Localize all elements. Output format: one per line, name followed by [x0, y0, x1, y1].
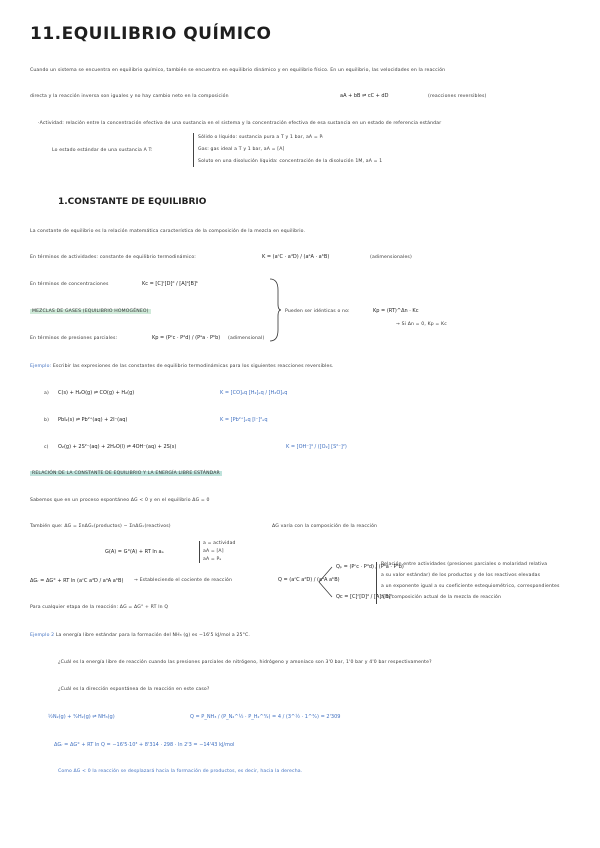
quotient-note-4: a la composición actual de la mezcla de reacción: [381, 595, 502, 600]
quotient-split-arrows: [318, 562, 334, 602]
example-a-reaction: C(s) + H₂O(g) ⇌ CO(g) + H₂(g): [58, 390, 135, 396]
gibbs-activity-formula: G(A) = G°(A) + RT ln aₐ: [105, 549, 164, 555]
relation-line-1: Sabemos que en un proceso espontáneo ΔG < 0 y en el equilibrio ΔG = 0: [30, 498, 210, 503]
concentration-label: En términos de concentraciones: [30, 282, 109, 287]
example-2-conclusion: Como ΔG < 0 la reacción se desplazará hacia la formación de productos, es decir, hacia la derecha.: [58, 769, 303, 774]
activity-line: ·Actividad: relación entre la concentración efectiva de una sustancia en el sistema y la concentración efectiva de esa sustancia en un estado de referencia estándar: [38, 121, 442, 126]
thermo-constant-formula: K = (aᶜC · aᵈD) / (aᵃA · aᵇB): [262, 254, 330, 260]
example-2-text: La energía libre estándar para la formación del NH₃ (g) es −16'5 kJ/mol a 25°C.: [55, 633, 251, 638]
example-1-text: Escribir las expresiones de las constantes de equilibrio termodinámicas para los siguientes reacciones reversibles.: [52, 364, 334, 369]
section-1-heading: 1.CONSTANTE DE EQUILIBRIO: [58, 197, 207, 207]
example-a-constant: K = [CO]ₑq [H₂]ₑq / [H₂O]ₑq: [220, 390, 288, 396]
reaction-gibbs-formula: ΔGᵣ = ΔG° + RT ln (aᶜC aᵈD / aᵃA aᵇB): [30, 578, 124, 584]
example-c-constant: K = [OH⁻]⁴ / ([O₂] [S²⁻]²): [286, 444, 347, 450]
intro-reaction: aA + bB ⇌ cC + dD: [340, 93, 389, 99]
example-2-gibbs-calculation: ΔGᵣ = ΔG° + RT ln Q = −16'5·10³ + 8'314 · 298 · ln 2'3 = −14'43 kJ/mol: [54, 742, 235, 748]
example-2-label: Ejemplo 2: [30, 633, 55, 638]
constant-definition: La constante de equilibrio es la relación matemática característica de la composición de la mezcla en equilibrio.: [30, 229, 306, 234]
activity-note-1: a = actividad: [203, 541, 236, 546]
brace-note: Pueden ser idénticas o no:: [285, 309, 350, 314]
qp-formula: Qₚ = (Pᶜc · Pᵈd) / (Pᵃa · Pᵇb): [336, 564, 404, 570]
intro-reaction-note: (reacciones reversibles): [428, 94, 487, 99]
relation-heading: RELACIÓN DE LA CONSTANTE DE EQUILIBRIO Y LA ENERGÍA LIBRE ESTÁNDAR: [32, 471, 220, 476]
standard-case-1: Sólido o líquido: sustancia pura a T y 1 bar, aA = Pᵢ: [198, 135, 324, 140]
pressure-label: En términos de presiones parciales:: [30, 336, 118, 341]
example-2-question-2: ¿Cuál es la dirección espontánea de la reacción en este caso?: [58, 687, 210, 692]
example-b-constant: K = [Pb²⁺]ₑq [I⁻]²ₑq: [220, 417, 268, 423]
kp-kc-equal-case: → Si Δn = 0, Kp = Kc: [396, 322, 447, 327]
page-title: 11.EQUILIBRIO QUÍMICO: [30, 24, 272, 44]
activity-note-3: aA = Pₐ: [203, 557, 222, 562]
activity-brace: [193, 133, 194, 167]
relation-line-2b: ΔG varía con la composición de la reacción: [272, 524, 378, 529]
standard-case-3: Soluto en una disolución líquida: concentración de la disolución 1M, aA = 1: [198, 159, 383, 164]
kp-formula: Kp = (Pᶜc · Pᵈd) / (Pᵃa · Pᵇb): [152, 335, 221, 341]
example-2-question-1: ¿Cuál es la energía libre de reacción cuando las presiones parciales de nitrógeno, hidrógeno y amoníaco son 3'0 bar, 1'0 bar y 4'0 bar respectivamente?: [58, 660, 432, 665]
quotient-note-2: a su valor estándar) de los productos y de los reactivos elevadas: [381, 573, 541, 578]
kc-formula: Kc = [C]ᶜ[D]ᵈ / [A]ᵃ[B]ᵇ: [142, 281, 199, 287]
qc-formula: Qc = [C]ᶜ[D]ᵈ / [A]ᵃ[B]ᵇ: [336, 594, 393, 600]
pressure-note: (adimensional): [228, 336, 265, 341]
activity-note-2: aA = [A]: [203, 549, 224, 554]
quotient-intro: → Estableciendo el cociente de reacción: [134, 578, 233, 583]
relation-line-2a: También que: ΔG = ΣnΔGₓ(productos) − ΣnΔGₓ(reactivos): [30, 524, 171, 529]
example-b-label: b): [44, 418, 50, 423]
standard-case-2: Gas: gas ideal a T y 1 bar, aA = [A]: [198, 147, 285, 152]
quotient-note-1: Relación entre actividades (presiones parciales o molaridad relativa: [381, 562, 548, 567]
standard-state-label: Lo estado estándar de una sustancia A T:: [52, 148, 153, 153]
quotient-definition: Q = (aᶜC aᵈD) / (aᵃA aᵇB): [278, 577, 340, 583]
quotient-note-3: a un exponente igual a su coeficiente estequiométrico, correspondientes: [381, 584, 560, 589]
example-2-quotient: Q = P_NH₃ / (P_N₂^½ · P_H₂^³⁄₂) = 4 / (3^½ · 1^³⁄₂) = 2'309: [190, 714, 341, 720]
example-2-reaction: ½N₂(g) + ³⁄₂H₂(g) ⇌ NH₃(g): [48, 714, 115, 720]
relation-line-3: Para cualquier etapa de la reacción: ΔG = ΔG° + RT ln Q: [30, 605, 169, 610]
example-a-label: a): [44, 391, 49, 396]
example-1-label: Ejemplo:: [30, 364, 52, 369]
kp-kc-relation: Kp = (RT)^Δn · Kc: [373, 308, 419, 314]
gas-mixture-label: MEZCLAS DE GASES (EQUILIBRIO HOMOGÉNEO): [32, 309, 149, 314]
example-b-reaction: PbI₂(s) ⇌ Pb²⁺(aq) + 2I⁻(aq): [58, 417, 128, 423]
intro-line-1: Cuando un sistema se encuentra en equilibrio químico, también se encuentra en equilibrio dinámico y en equilibrio físico. En un equilibrio, las velocidades en la reacción: [30, 68, 446, 73]
example-c-label: c): [44, 445, 49, 450]
example-c-reaction: O₂(g) + 2S²⁻(aq) + 2H₂O(l) ⇌ 4OH⁻(aq) + 2S(s): [58, 444, 177, 450]
intro-line-2: directa y la reacción inversa son iguales y no hay cambio neto en la composición: [30, 94, 229, 99]
thermo-constant-note: (adimensionales): [370, 255, 412, 260]
activity-notes-brace: [199, 541, 200, 563]
quotient-notes-brace: [376, 562, 377, 604]
constants-brace: [268, 278, 282, 342]
thermo-constant-label: En términos de actividades: constante de equilibrio termodinámico:: [30, 255, 196, 260]
